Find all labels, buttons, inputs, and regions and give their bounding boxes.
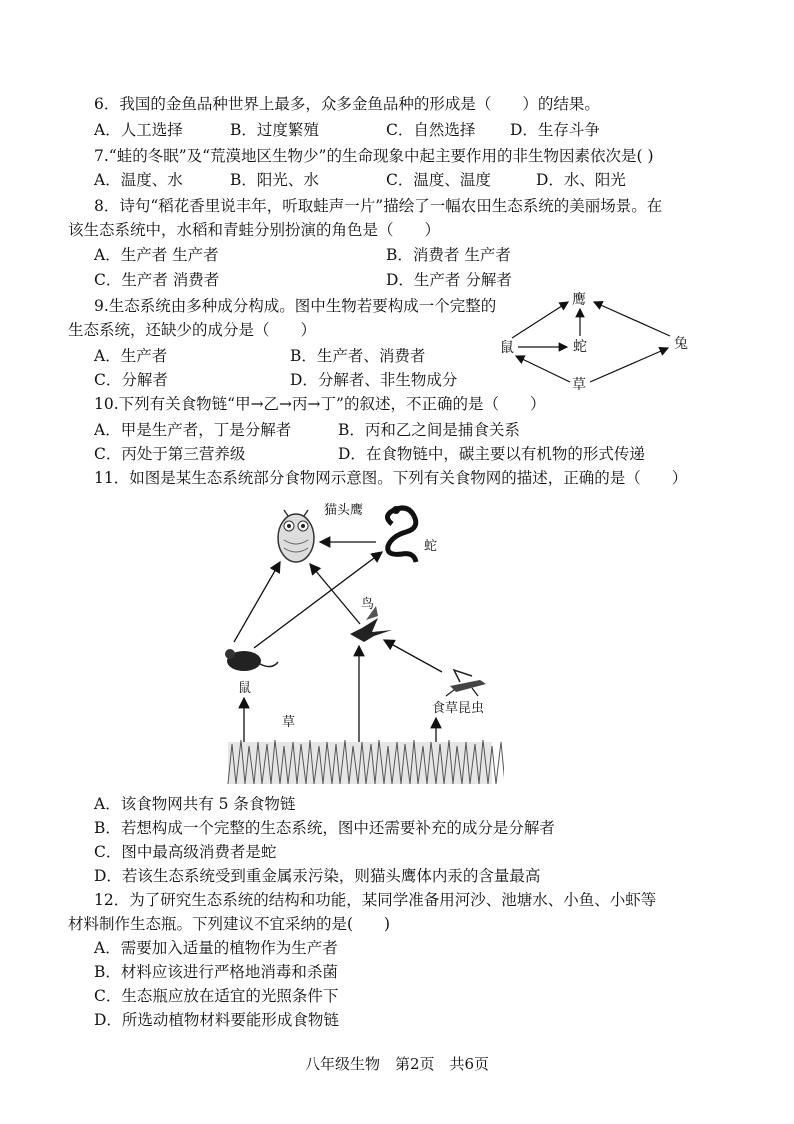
q11-food-web-diagram [224,496,504,788]
arrow-bird-owl [310,564,360,624]
q8-option-c: C．生产者 消费者 [94,271,220,289]
q9-stem-line2: 生态系统，还缺少的成分是（ ） [68,321,317,339]
q11-stem: 11．如图是某生态系统部分食物网示意图。下列有关食物网的描述，正确的是（ ） [94,469,688,487]
q12-option-a: A．需要加入适量的植物作为生产者 [94,939,338,957]
grass-illustration [228,740,504,784]
q12-option-d: D．所选动植物材料要能形成食物链 [94,1011,339,1029]
q7-option-a: A．温度、水 [94,171,183,189]
q9-eagle-label: 鹰 [572,292,586,308]
q9-option-a: A．生产者 [94,347,168,365]
q6-option-b: B．过度繁殖 [230,121,319,139]
q11-bird-label: 鸟 [361,597,375,612]
q8-stem-line1: 8．诗句“稻花香里说丰年，听取蛙声一片”描绘了一幅农田生态系统的美丽场景。在 [94,197,663,215]
q9-arrow-mouse-eagle [512,302,568,338]
q9-rabbit-label: 兔 [674,336,688,352]
q7-option-b: B．阳光、水 [230,171,319,189]
q8-stem-line2: 该生态系统中，水稻和青蛙分别扮演的角色是（ ） [68,221,441,239]
q6-option-d: D．生存斗争 [510,121,600,139]
q10-option-d: D．在食物链中，碳主要以有机物的形式传递 [338,445,645,463]
q9-option-b: B．生产者、消费者 [290,347,426,365]
q9-option-d: D．分解者、非生物成分 [290,371,458,389]
q8-option-b: B．消费者 生产者 [386,246,511,264]
q9-option-c: C．分解者 [94,371,168,389]
q8-option-a: A．生产者 生产者 [94,246,219,264]
q10-option-b: B．丙和乙之间是捕食关系 [338,421,520,439]
q9-snake-label: 蛇 [573,339,587,355]
q9-arrow-rabbit-eagle [594,302,670,336]
q12-option-b: B．材料应该进行严格地消毒和杀菌 [94,963,338,981]
q9-food-web-diagram [490,282,710,402]
q12-option-c: C．生态瓶应放在适宜的光照条件下 [94,987,339,1005]
page-footer: 八年级生物 第2页 共6页 [304,1055,490,1073]
q11-option-c: C．图中最高级消费者是蛇 [94,843,277,861]
q9-arrow-grass-rabbit [590,348,668,382]
q11-mouse-label: 鼠 [238,681,252,696]
arrow-insect-bird [384,640,442,672]
q8-option-d: D．生产者 分解者 [386,271,512,289]
q7-option-d: D．水、阳光 [536,171,626,189]
q11-snake-label: 蛇 [424,539,438,554]
q10-option-a: A．甲是生产者，丁是分解者 [94,421,292,439]
q9-mouse-label: 鼠 [500,340,514,356]
q6-stem: 6．我国的金鱼品种世界上最多，众多金鱼品种的形成是（ ）的结果。 [94,95,600,113]
q11-insect-label: 食草昆虫 [432,701,485,716]
q10-option-c: C．丙处于第三营养级 [94,445,246,463]
q11-owl-label: 猫头鹰 [324,503,364,518]
q11-option-d: D．若该生态系统受到重金属汞污染，则猫头鹰体内汞的含量最高 [94,867,541,885]
arrow-mouse-owl [234,562,280,642]
q6-option-a: A．人工选择 [94,121,183,139]
q7-option-c: C．温度、温度 [386,171,491,189]
q9-grass-label: 草 [572,377,586,393]
q12-stem-line2: 材料制作生态瓶。下列建议不宜采纳的是( ) [68,915,391,933]
q11-grass-label: 草 [282,715,296,730]
q9-arrow-grass-mouse [516,356,570,382]
q6-option-c: C．自然选择 [386,121,476,139]
insect-illustration [446,670,486,696]
q10-stem: 10.下列有关食物链“甲→乙→丙→丁”的叙述，不正确的是（ ） [94,395,546,413]
q11-option-b: B．若想构成一个完整的生态系统，图中还需要补充的成分是分解者 [94,819,555,837]
snake-illustration [387,506,416,562]
q12-stem-line1: 12．为了研究生态系统的结构和功能，某同学准备用河沙、池塘水、小鱼、小虾等 [94,891,657,909]
q9-stem-line1: 9.生态系统由多种成分构成。图中生物若要构成一个完整的 [94,297,497,315]
owl-illustration [278,510,314,562]
q11-option-a: A．该食物网共有 5 条食物链 [94,795,296,813]
mouse-illustration [225,649,278,671]
q7-stem: 7.“蛙的冬眠”及“荒漠地区生物少”的生命现象中起主要作用的非生物因素依次是( ) [94,147,654,165]
